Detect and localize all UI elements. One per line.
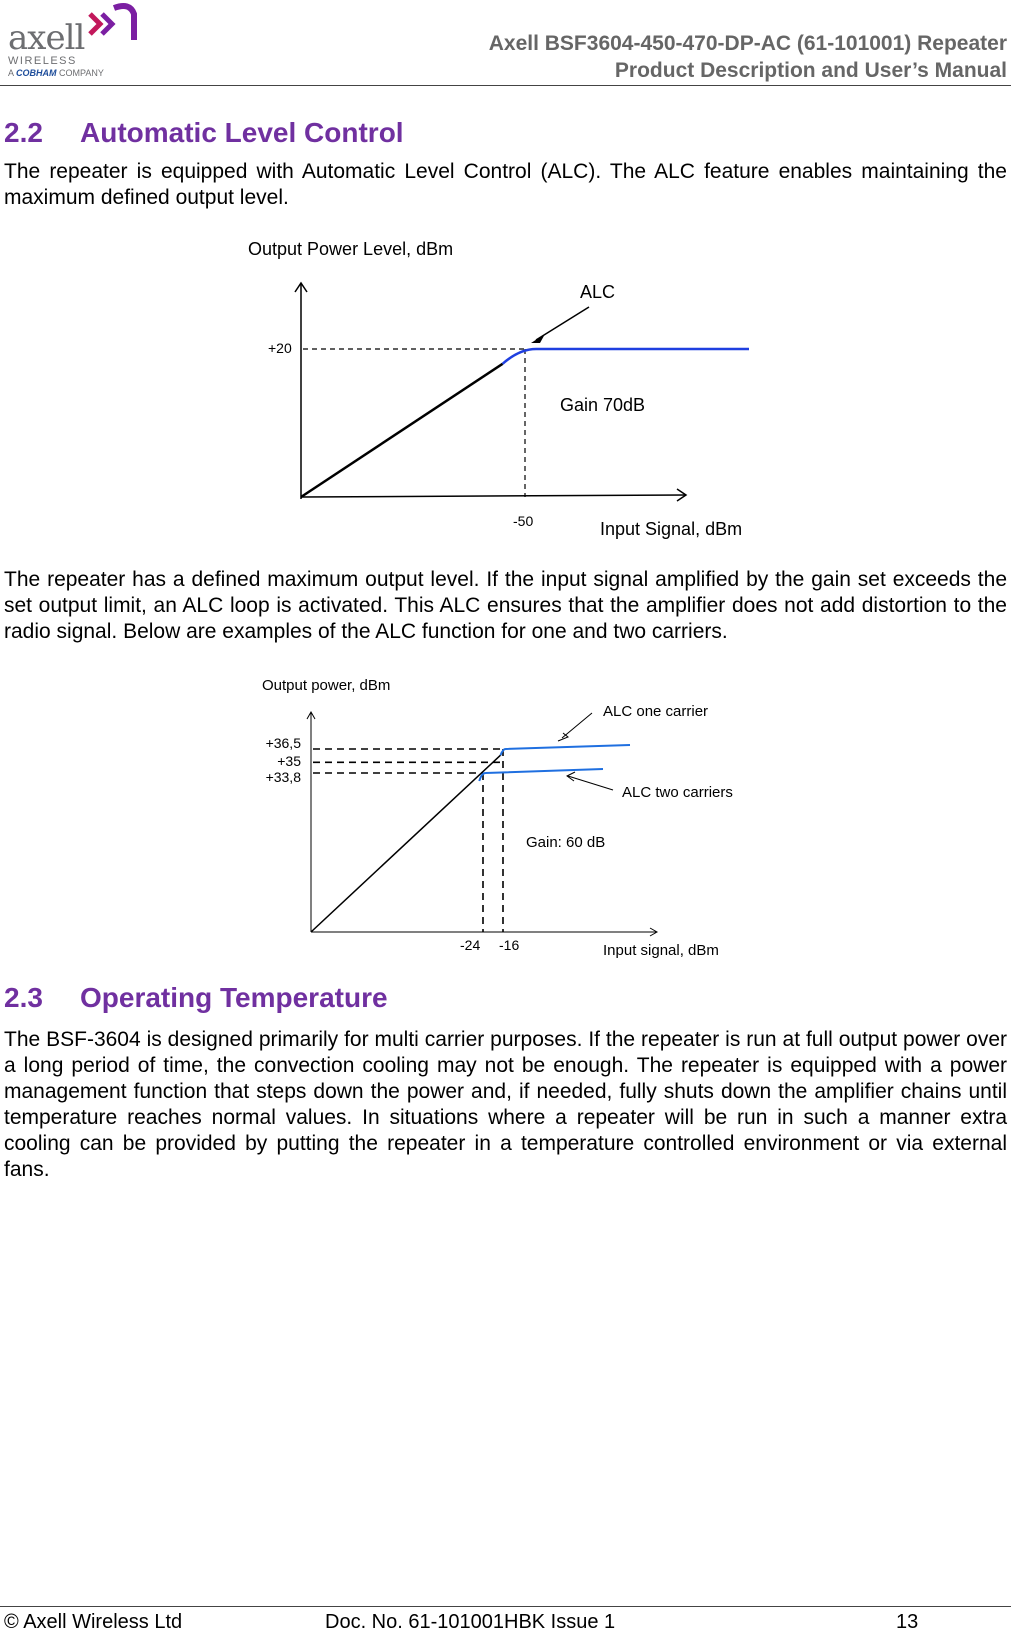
chart1-series-linear [301, 364, 503, 497]
section-title: Operating Temperature [80, 982, 388, 1013]
chart2-two-carriers-pointer [568, 776, 613, 790]
section-number: 2.2 [4, 117, 43, 148]
chart2-annotation-two: ALC two carriers [622, 784, 733, 801]
chart1-ylabel: Output Power Level, dBm [248, 239, 454, 259]
temperature-paragraph: The BSF-3604 is designed primarily for multi carrier purposes. If the repeater is run at full output power over a long period of time, the convection cooling may not be enough. The repeater is equipped with a power management function that steps down the power and, if needed, fully shuts down the amplifier chains until temperature reaches normal values. In situations where a repeater will be run in such a manner extra cooling can be provided by putting the repeater in a temperature controlled environment or via external fans. [4, 1028, 1007, 1181]
logo-wireless: WIRELESS [8, 55, 77, 67]
document-title-line2: Product Description and User’s Manual [614, 59, 1007, 82]
chart2-annotation-gain: Gain: 60 dB [526, 834, 606, 851]
chart2-ytick-35: +35 [277, 753, 301, 769]
chart2-xlabel: Input signal, dBm [603, 942, 719, 958]
footer-page-number: 13 [896, 1611, 919, 1633]
chart2-ytick-36-5: +36,5 [265, 735, 301, 751]
logo-company-suffix: COMPANY [59, 68, 104, 78]
chart2-series-one-carrier [501, 745, 631, 755]
header-divider [0, 85, 1011, 86]
chart1-xlabel: Input Signal, dBm [600, 519, 743, 539]
chart2-annotation-one: ALC one carrier [603, 703, 709, 720]
document-title [489, 30, 1007, 84]
chart1-xtick-50: -50 [513, 513, 534, 529]
chart1-x-axis [301, 495, 686, 497]
footer-copyright: © Axell Wireless Ltd [4, 1611, 183, 1633]
chart2-ytick-33-8: +33,8 [265, 769, 301, 785]
footer-doc-number: Doc. No. 61-101001HBK Issue 1 [325, 1611, 616, 1633]
section-title: Automatic Level Control [80, 117, 404, 148]
chart2-ylabel: Output power, dBm [262, 677, 391, 694]
chart1-alc-arrowhead [531, 334, 545, 343]
logo-company-prefix: A [8, 68, 14, 78]
chart1-annotation-alc: ALC [580, 282, 616, 302]
footer-divider [0, 1606, 1011, 1607]
page-header [0, 0, 1011, 88]
axell-logo [6, 0, 146, 82]
alc-body-paragraph: The repeater has a defined maximum output level. If the input signal amplified by the gain set exceeds the set output limit, an ALC loop is activated. This ALC ensures that the amplifier does not add distortion to the radio signal. Below are examples of the ALC function for one and two carriers. [4, 568, 1007, 643]
document-title-line1: Axell BSF3604-450-470-DP-AC (61-101001) Repeater [488, 32, 1007, 55]
logo-mark-icon [86, 0, 140, 50]
alc-intro-paragraph: The repeater is equipped with Automatic Level Control (ALC). The ALC feature enables maintaining the maximum defined output level. [4, 160, 1007, 209]
chart2-xtick-24: -24 [460, 937, 481, 953]
alc-chart-single [0, 230, 1011, 540]
chart1-series-alc [503, 349, 749, 364]
section-heading-alc [4, 117, 404, 149]
chart2-xtick-16: -16 [499, 937, 520, 953]
logo-cobham: COBHAM [16, 68, 57, 78]
chart1-ytick-20: +20 [268, 340, 292, 356]
logo-company [8, 68, 104, 78]
chart2-one-carrier-pointer [562, 713, 592, 738]
logo-wordmark: axell [8, 18, 85, 58]
chart1-annotation-gain: Gain 70dB [560, 395, 646, 415]
alc-chart-carriers [0, 668, 1011, 958]
chart2-series-two-carriers [479, 769, 603, 781]
section-number: 2.3 [4, 982, 43, 1013]
chart2-series-linear [311, 755, 501, 932]
section-heading-temperature [4, 982, 388, 1014]
